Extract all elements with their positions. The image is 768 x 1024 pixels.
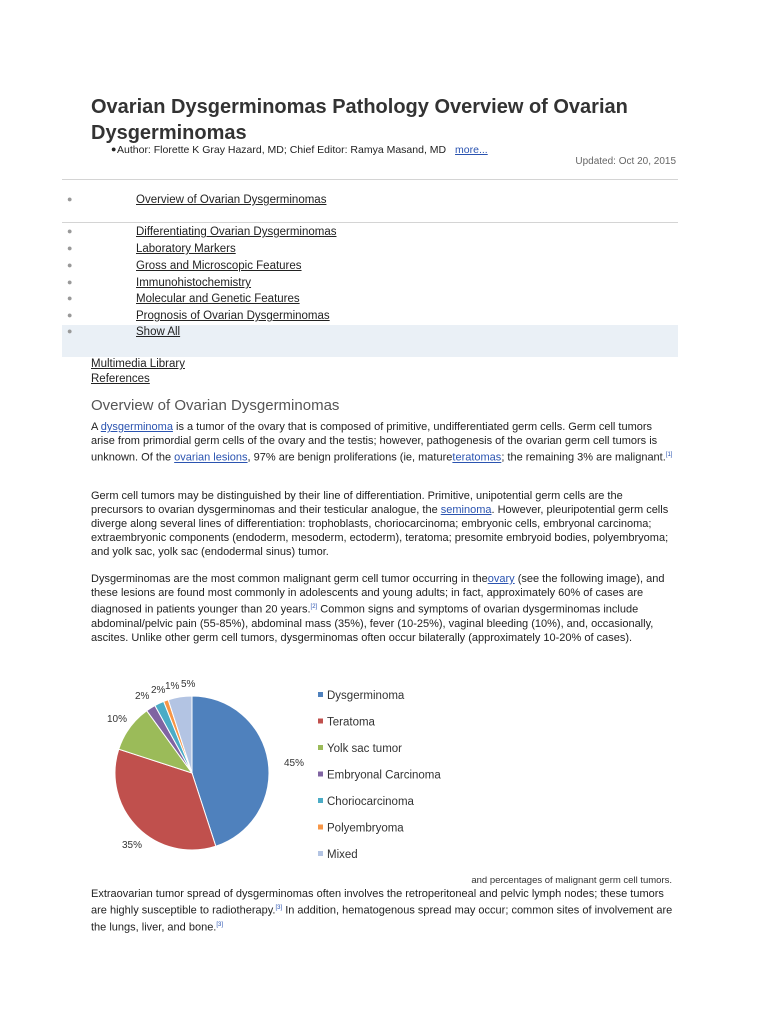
paragraph-3	[91, 572, 676, 645]
pie-label-choriocarcinoma: 2%	[151, 685, 166, 696]
reference-marker[interactable]: [2]	[310, 604, 318, 610]
legend-label-polyembryoma: Polyembryoma	[327, 822, 404, 835]
author-text: Author: Florette K Gray Hazard, MD; Chief Editor: Ramya Masand, MD	[117, 144, 447, 156]
reference-marker[interactable]: [1]	[665, 452, 673, 458]
bullet-icon: ●	[67, 293, 73, 303]
ovary-link[interactable]: ovary	[487, 573, 515, 585]
text: (see the following image), and these lesions are found most commonly in adolescents and young adults; in fact, approximately 60% of cases are diagnosed in patients younger than 20 years.	[91, 573, 665, 616]
text: Extraovarian tumor spread of dysgerminomas often involves the retroperitoneal and pelvic lymph nodes; these tumors are highly susceptible to radiotherapy.	[91, 888, 664, 917]
legend-swatch-choriocarcinoma	[318, 798, 323, 803]
nav-item-immunohistochemistry[interactable]	[62, 276, 678, 293]
reference-marker[interactable]: [3]	[275, 905, 283, 911]
nav-item-molecular-genetic[interactable]	[62, 292, 678, 309]
legend-label-choriocarcinoma: Choriocarcinoma	[327, 796, 414, 808]
bullet-icon: ●	[67, 194, 73, 204]
nav-item-label[interactable]: Show All	[136, 326, 181, 338]
nav-item-gross-microscopic[interactable]	[62, 259, 678, 276]
reference-marker[interactable]: [3]	[216, 921, 224, 928]
chart-caption: and percentages of malignant germ cell tumors.	[471, 875, 672, 886]
legend-label-teratoma: Teratoma	[327, 716, 375, 729]
text: ; the remaining 3% are malignant.	[501, 451, 666, 464]
pie-label-polyembryoma: 1%	[165, 681, 180, 692]
nav-item-differentiating[interactable]	[62, 225, 678, 242]
legend-label-embryonal-carcinoma: Embryonal Carcinoma	[327, 769, 441, 782]
divider	[62, 179, 678, 180]
text: Dysgerminomas are the most common malignant germ cell tumor occurring in the	[91, 573, 488, 585]
legend-swatch-mixed	[318, 851, 323, 856]
author-line	[111, 144, 717, 156]
text: , 97% are benign proliferations (ie, mature	[247, 451, 453, 464]
section-heading: Overview of Ovarian Dysgerminomas	[91, 397, 340, 414]
bullet-icon: ●	[67, 310, 73, 320]
bullet-icon: ●	[67, 260, 73, 270]
bullet-icon: ●	[111, 144, 117, 154]
nav-item-label[interactable]: Laboratory Markers	[136, 243, 236, 255]
seminoma-link[interactable]: seminoma	[440, 504, 492, 516]
text: is a tumor of the ovary that is composed of primitive, undifferentiated germ cells. Germ cell tumors arise from primordial germ cells of the ovary and the testis; however, pathogenesis of the ovarian germ cell tumors is unknown. Of the	[91, 421, 658, 464]
nav-item-prognosis[interactable]	[62, 309, 678, 326]
legend-swatch-dysgerminoma	[318, 692, 323, 697]
bullet-icon: ●	[67, 243, 73, 253]
germ-cell-tumor-pie-chart	[90, 670, 470, 870]
pie-label-dysgerminoma: 45%	[284, 758, 305, 769]
legend-label-mixed: Mixed	[327, 849, 358, 861]
pie-label-embryonal-carcinoma: 2%	[135, 691, 150, 702]
text: A	[91, 421, 101, 433]
text: Common signs and symptoms of ovarian dysgerminomas include abdominal/pelvic pain (55-85%), abdominal mass (35%), fever (10-25%), vaginal bleeding (10%), and, occasionally, ascites. Unlike other germ cell tumors, dysgerminomas often occur bilaterally (approximately 10-20% of cases).	[91, 603, 654, 644]
text: . However, pleuripotential germ cells diverge along several lines of differentiation: trophoblasts, choriocarcinoma; embryonic cells, embryonal carcinoma; extraembryonic components (endoderm, mesoderm, ectoderm), teratoma; presomite embryoid bodies, polyembryoma; and yolk sac, yolk sac (endodermal sinus) tumor.	[91, 504, 669, 558]
nav-item-label[interactable]: Molecular and Genetic Features	[136, 293, 300, 305]
bullet-icon: ●	[67, 226, 73, 236]
nav-item-overview[interactable]	[62, 193, 678, 210]
text: Germ cell tumors may be distinguished by their line of differentiation. Primitive, unipotential germ cells are the precursors to ovarian dysgerminomas and their testicular analogue, the	[91, 490, 623, 516]
bullet-icon: ●	[67, 326, 73, 336]
multimedia-library-link[interactable]: Multimedia Library	[91, 358, 185, 370]
divider	[62, 222, 678, 223]
bullet-icon: ●	[67, 277, 73, 287]
nav-item-label[interactable]: Immunohistochemistry	[136, 277, 252, 289]
pie-label-mixed: 5%	[181, 679, 196, 690]
nav-item-show-all[interactable]	[62, 325, 678, 357]
nav-item-label[interactable]: Differentiating Ovarian Dysgerminomas	[136, 226, 337, 238]
legend-swatch-embryonal-carcinoma	[318, 772, 323, 777]
updated-date: Updated: Oct 20, 2015	[575, 156, 676, 167]
text: In addition, hematogenous spread may occur; common sites of involvement are the lungs, liver, and bone.	[91, 904, 673, 934]
nav-item-label[interactable]: Gross and Microscopic Features	[136, 260, 302, 272]
legend-swatch-polyembryoma	[318, 825, 323, 830]
legend-label-yolk-sac-tumor: Yolk sac tumor	[327, 743, 402, 755]
legend-swatch-yolk-sac-tumor	[318, 745, 323, 750]
paragraph-4	[91, 887, 676, 934]
paragraph-2	[91, 489, 676, 559]
more-link[interactable]: more...	[455, 144, 488, 156]
ovarian-lesions-link[interactable]: ovarian lesions	[174, 451, 248, 464]
references-link[interactable]: References	[91, 373, 150, 385]
pie-label-yolk-sac-tumor: 10%	[107, 714, 128, 725]
nav-item-label[interactable]: Prognosis of Ovarian Dysgerminomas	[136, 310, 330, 322]
legend-swatch-teratoma	[318, 719, 323, 724]
nav-item-label[interactable]: Overview of Ovarian Dysgerminomas	[136, 194, 327, 206]
nav-item-laboratory-markers[interactable]	[62, 242, 678, 259]
dysgerminoma-link[interactable]: dysgerminoma	[100, 421, 173, 433]
paragraph-1	[91, 420, 676, 465]
legend-label-dysgerminoma: Dysgerminoma	[327, 690, 405, 702]
page-title: Ovarian Dysgerminomas Pathology Overview of Ovarian Dysgerminomas	[91, 96, 628, 144]
teratomas-link[interactable]: teratomas	[452, 451, 502, 464]
pie-label-teratoma: 35%	[122, 840, 143, 851]
